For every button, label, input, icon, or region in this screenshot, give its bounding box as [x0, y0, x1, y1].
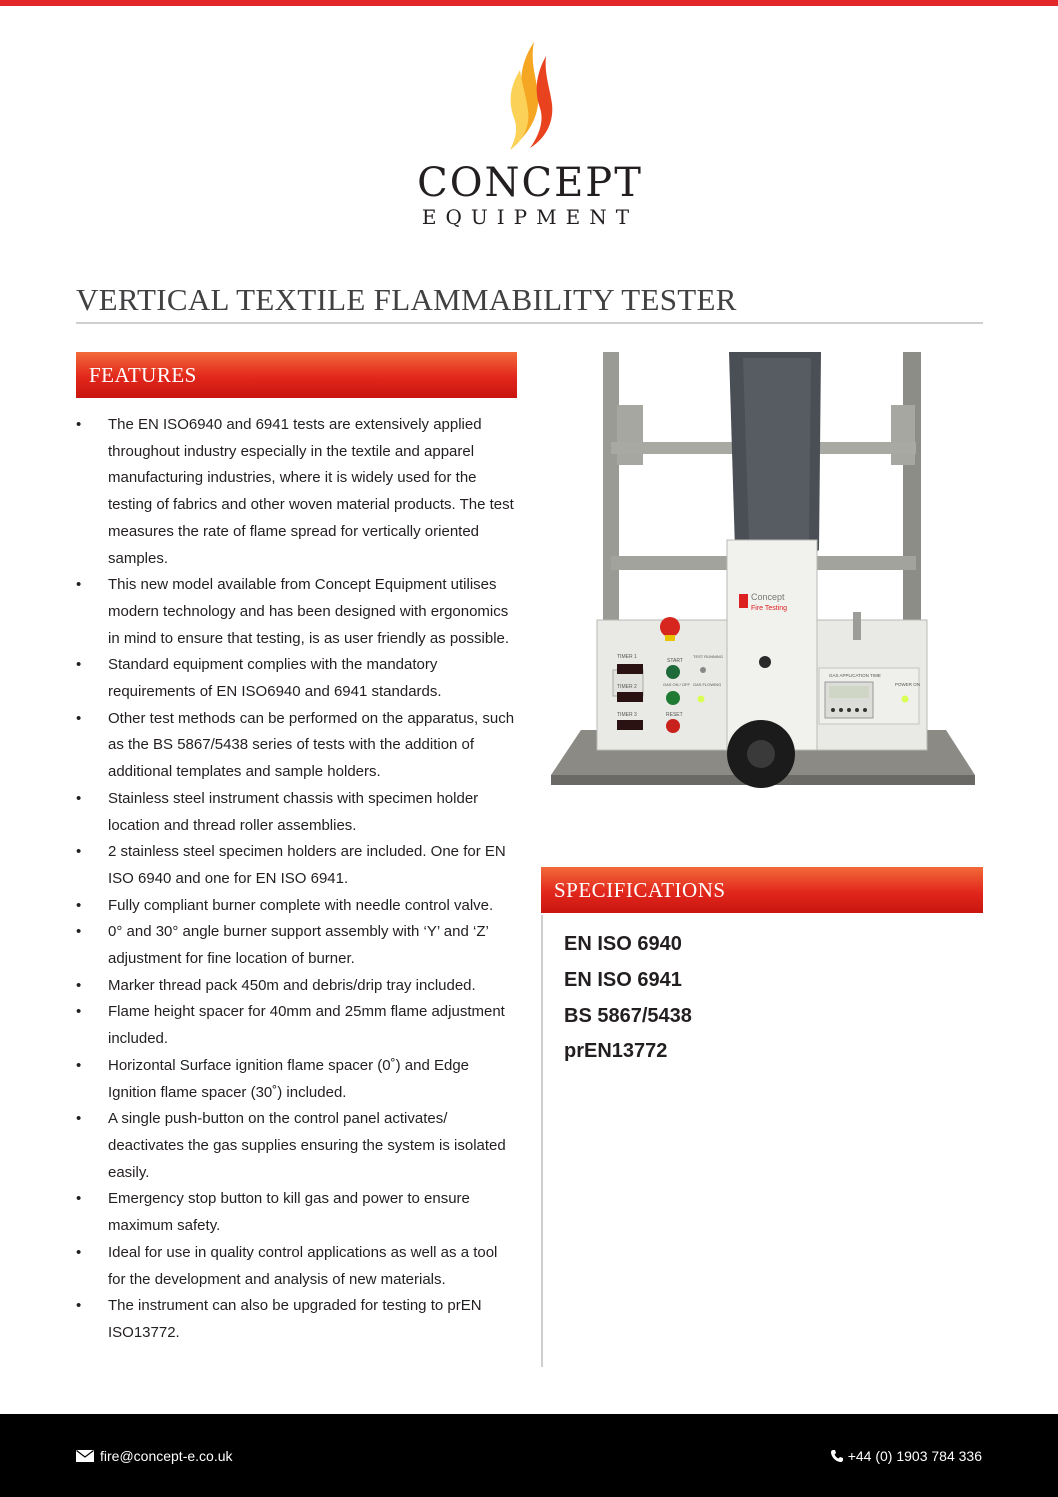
timer-2-label: TIMER 2 [617, 684, 637, 690]
list-item [76, 999, 516, 1052]
reset-label: RESET [666, 712, 683, 718]
spec-item: EN ISO 6940 [564, 933, 682, 955]
footer [0, 1414, 1058, 1497]
page-title: VERTICAL TEXTILE FLAMMABILITY TESTER [76, 282, 983, 324]
spec-item: EN ISO 6941 [564, 968, 682, 991]
feature-text: A single push-button on the control panel activates/ deactivates the gas supplies ensuring the system is isolated easily. [108, 1110, 506, 1181]
gas-on-off-label: GAS ON / OFF [663, 682, 690, 687]
feature-text: Flame height spacer for 40mm and 25mm flame adjustment included. [108, 1003, 505, 1048]
feature-text: Standard equipment complies with the mandatory requirements of EN ISO6940 and 6941 standards. [108, 656, 442, 701]
spec-item: prEN13772 [564, 1040, 668, 1063]
feature-text: Horizontal Surface ignition flame spacer (0˚) and Edge Ignition flame spacer (30˚) included. [108, 1056, 470, 1101]
bullet: • [76, 1110, 82, 1128]
footer-phone[interactable] [830, 1448, 982, 1464]
bullet: • [76, 896, 82, 914]
feature-text: The EN ISO6940 and 6941 tests are extensively applied throughout industry especially in the textile and apparel manufacturing industries, where it is widely used for the testing of fabrics and other woven material products. The test measures the rate of flame spread for vertically oriented samples. [108, 416, 514, 567]
feature-text: The instrument can also be upgraded for testing to prEN ISO13772. [108, 1297, 482, 1341]
feature-text: Fully compliant burner complete with needle control valve. [108, 896, 494, 914]
list-item [76, 1053, 516, 1106]
test-running-label: TEST RUNNING [693, 654, 723, 659]
list-item [76, 572, 516, 652]
footer-email[interactable] [76, 1448, 233, 1464]
specifications-list [564, 927, 692, 1070]
bullet: • [76, 1243, 82, 1261]
envelope-icon [76, 1450, 94, 1462]
product-brand: Concept [751, 592, 785, 602]
specifications-heading: SPECIFICATIONS [541, 867, 983, 913]
bullet: • [76, 656, 82, 674]
list-item [76, 973, 516, 1000]
start-label: START [667, 658, 683, 664]
bullet: • [76, 843, 82, 861]
bullet: • [76, 789, 82, 807]
bullet: • [76, 923, 82, 941]
bullet: • [76, 709, 82, 727]
timer-3-label: TIMER 3 [617, 712, 637, 718]
feature-text: Other test methods can be performed on the apparatus, such as the BS 5867/5438 series of tests with the addition of additional templates and sample holders. [108, 709, 515, 781]
vertical-divider [541, 915, 543, 1367]
list-item [76, 1293, 516, 1346]
company-logo [400, 40, 660, 230]
list-item [76, 786, 516, 839]
power-on-label: POWER ON [895, 682, 921, 687]
spec-item: BS 5867/5438 [564, 1004, 692, 1027]
gas-application-time-label: GAS APPLICATION TIME [829, 673, 881, 678]
gas-flowing-label: GAS FLOWING [693, 682, 722, 687]
list-item [76, 412, 516, 572]
bullet: • [76, 576, 82, 594]
list-item [76, 652, 516, 705]
feature-text: This new model available from Concept Equipment utilises modern technology and has been designed with ergonomics in mind to ensure that testing, is as user friendly as possible. [108, 576, 510, 647]
list-item [76, 839, 516, 892]
bullet: • [76, 1003, 82, 1021]
logo-line-2: EQUIPMENT [421, 205, 639, 229]
feature-text: 2 stainless steel specimen holders are included. One for EN ISO 6940 and one for EN ISO 6941. [108, 843, 506, 887]
top-accent-bar [0, 0, 1058, 6]
logo-line-1: CONCEPT [417, 160, 643, 206]
flame-logo-icon [500, 40, 560, 155]
list-item [76, 893, 516, 920]
phone-icon [830, 1449, 844, 1463]
bullet: • [76, 416, 82, 433]
list-item [76, 1186, 516, 1239]
feature-text: Emergency stop button to kill gas and power to ensure maximum safety. [108, 1190, 470, 1235]
email-text[interactable]: fire@concept-e.co.uk [100, 1448, 233, 1464]
feature-text: 0° and 30° angle burner support assembly with ‘Y’ and ‘Z’ adjustment for fine location of burner. [108, 923, 489, 968]
timer-1-label: TIMER 1 [617, 654, 637, 660]
bullet: • [76, 1297, 82, 1315]
list-item [76, 1240, 516, 1293]
list-item [76, 919, 516, 972]
feature-text: Stainless steel instrument chassis with specimen holder location and thread roller assemblies. [108, 789, 479, 834]
feature-text: Ideal for use in quality control applications as well as a tool for the development and analysis of new materials. [108, 1243, 498, 1288]
bullet: • [76, 1190, 82, 1208]
product-subbrand: Fire Testing [751, 605, 788, 612]
feature-text: Marker thread pack 450m and debris/drip tray included. [108, 976, 476, 994]
features-heading: FEATURES [76, 352, 517, 398]
bullet: • [76, 1056, 82, 1074]
list-item [76, 1106, 516, 1186]
product-photo [551, 350, 975, 795]
phone-text[interactable]: +44 (0) 1903 784 336 [847, 1448, 982, 1464]
list-item [76, 706, 516, 786]
bullet: • [76, 976, 82, 994]
features-list [76, 412, 516, 1347]
